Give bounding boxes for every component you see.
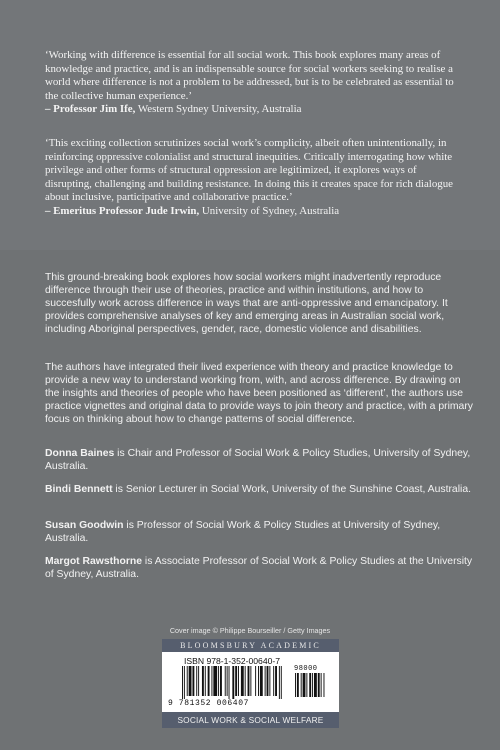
quote-author: – Emeritus Professor Jude Irwin, — [45, 204, 200, 217]
author-bio-1 — [45, 448, 475, 474]
paragraph-text: This ground-breaking book explores how social workers might inadvertently reproduce difference through their use of theories, practice and within institutions, and how to succesfully work across difference in ways that are anti-oppressive and emancipatory. It provides comprehensive analyses of key and emerging areas in Australian social work, including Aboriginal perspectives, gender, race, domestic violence and disabilities. — [45, 272, 448, 335]
author-name: Susan Goodwin — [45, 520, 124, 531]
barcode-addon-digits: 98000 — [294, 665, 318, 673]
barcode-box — [162, 652, 339, 712]
author-name: Bindi Bennett — [45, 484, 113, 495]
publisher-bar: BLOOMSBURY ACADEMIC — [162, 639, 339, 652]
cover-image-credit: Cover image © Philippe Bourseiller / Getty Images — [169, 626, 331, 635]
description-paragraph-2 — [45, 362, 475, 427]
isbn-label: ISBN 978-1-352-00640-7 — [184, 656, 281, 666]
author-bio-3 — [45, 520, 475, 546]
author-name: Donna Baines — [45, 448, 115, 459]
quote-text: ‘This exciting collection scrutinizes social work’s complicity, albeit often unintentionally, in reinforcing oppressive colonialist and structural inequities. Critically interrogating how white privilege and other forms of structural oppression are legitimized, it explores ways of disrupting, challenging and building resistance. In doing this it creates space for rich dialogue about inclusive, participative and collaborative practice.’ — [45, 137, 453, 204]
author-bio-text: is Chair and Professor of Social Work & Policy Studies, University of Sydney, Australia. — [45, 448, 471, 472]
addon-barcode-icon — [295, 673, 333, 707]
quote-attribution — [45, 103, 465, 117]
category-label: SOCIAL WORK & SOCIAL WELFARE — [162, 712, 339, 728]
description-paragraph-1 — [45, 272, 475, 337]
quote-author: – Professor Jim Ife, — [45, 103, 136, 116]
paragraph-text: The authors have integrated their lived experience with theory and practice knowledge to provide a new way to understand working from, with, and across difference. By drawing on the insights and theories of people who have been positioned as ‘different’, the authors use practice vignettes and original data to provide ways to join theory and practice, with a primary focus on thinking about how to change patterns of social difference. — [45, 362, 473, 425]
author-bio-text: is Senior Lecturer in Social Work, University of the Sunshine Coast, Australia. — [112, 484, 471, 495]
author-bio-text: is Professor of Social Work & Policy Studies at University of Sydney, Australia. — [45, 520, 441, 544]
quote-affiliation: University of Sydney, Australia — [199, 204, 340, 217]
barcode-digits: 9 781352 006407 — [168, 699, 250, 708]
quote-affiliation: Western Sydney University, Australia — [135, 103, 302, 116]
quote-text: ‘Working with difference is essential for all social work. This book explores many areas of knowledge and practice, and is an indispensable source for social workers seeking to realise a world where difference is not a problem to be addressed, but is to be celebrated as essential to the collective human experience.’ — [45, 49, 454, 102]
endorsement-quote-1 — [45, 49, 465, 117]
author-bio-2 — [45, 484, 475, 497]
isbn-barcode-icon — [182, 666, 286, 700]
author-name: Margot Rawsthorne — [45, 556, 142, 567]
author-bio-4 — [45, 556, 475, 582]
quote-attribution — [45, 205, 465, 219]
endorsement-quote-2 — [45, 137, 465, 219]
author-bio-text: is Associate Professor of Social Work & Policy Studies at the University of Sydney, Australia. — [45, 556, 473, 580]
